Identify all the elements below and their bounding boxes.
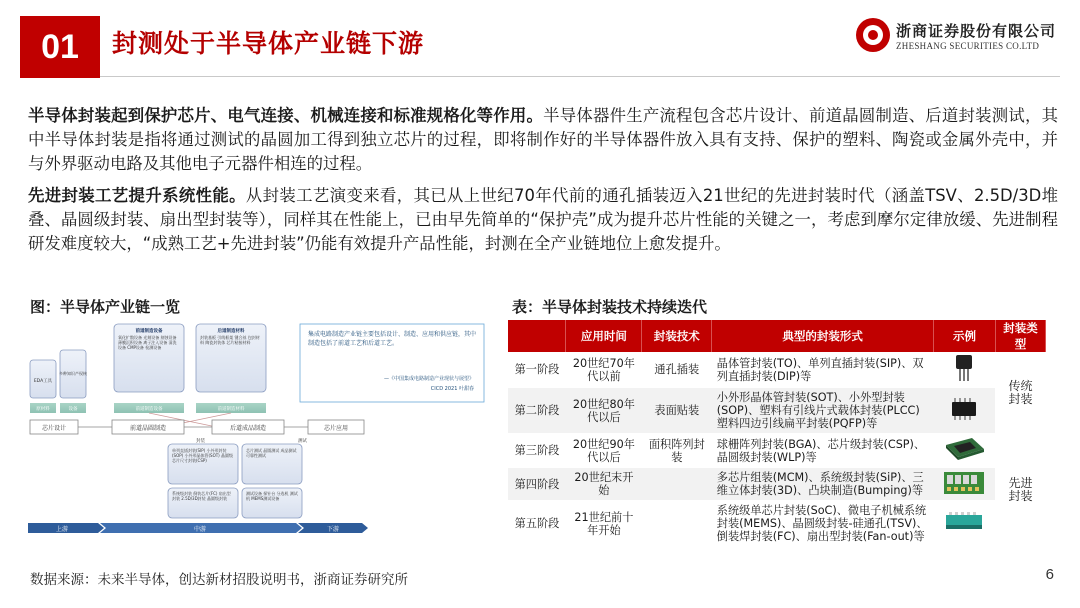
cell-tech: 通孔插装 xyxy=(654,363,700,376)
cell-tech xyxy=(642,501,712,547)
table-row xyxy=(508,501,1046,547)
box5-items: 系统级封装 倒装芯片(FC) 扇出型封装 2.5D/3D封装 晶圆级封装 xyxy=(172,491,231,502)
header-stage xyxy=(508,320,566,352)
logo-cn-text: 浙商证券股份有限公司 xyxy=(895,21,1056,40)
cell-tech: 表面贴装 xyxy=(642,388,712,434)
page-title: 封测处于半导体产业链下游 xyxy=(112,29,425,58)
cell-stage: 第三阶段 xyxy=(508,434,566,468)
test-label: 测试 xyxy=(298,439,307,444)
cell-stage: 第五阶段 xyxy=(508,501,566,547)
stage-downstream: 下游 xyxy=(326,526,340,533)
quote-source-2: CICD 2021 叶甜春 xyxy=(430,386,474,392)
diagram-quote: 集成电路制造产业链主要包括设计、制造、应用和供应链，其中制造包括了前道工艺和后道工艺。 xyxy=(308,331,477,347)
cell-stage: 第一阶段 xyxy=(514,363,560,376)
equipment-bar: 设备 xyxy=(68,407,78,412)
page-number: 6 xyxy=(1045,566,1054,583)
paragraph-packaging-role xyxy=(28,104,1058,176)
table-row xyxy=(508,388,1046,434)
stage-midstream: 中游 xyxy=(193,526,207,533)
company-logo xyxy=(856,18,1056,52)
header-forms: 典型的封装形式 xyxy=(712,320,934,352)
step-back-end: 后道成品制造 xyxy=(229,425,267,432)
table-row xyxy=(508,434,1046,468)
cell-advanced-packaging xyxy=(995,434,1045,547)
group-traditional-label: 传统封装 xyxy=(1008,378,1033,406)
quote-source: —《中国集成电路制造产业现状与展望》 xyxy=(383,376,474,382)
cell-stage: 第二阶段 xyxy=(508,388,566,434)
group-advanced-label: 先进封装 xyxy=(1008,476,1033,504)
step-front-fab: 前道晶圆制造 xyxy=(129,425,167,432)
cell-time: 21世纪前十年开始 xyxy=(566,501,642,547)
cell-traditional-packaging xyxy=(995,352,1045,434)
sip-package-icon xyxy=(943,511,985,533)
header-example: 示例 xyxy=(934,320,996,352)
cell-tech xyxy=(642,468,712,501)
front-equip-bar: 前道制造设备 xyxy=(135,407,163,412)
front-materials-bar: 前道制造材料 xyxy=(217,407,245,412)
box2-items: 封装基板 引线框架 键合丝 包封材料 陶瓷封装体 芯片粘接材料 xyxy=(200,335,260,346)
ip-label: 多种知识产权核 xyxy=(59,371,87,376)
section-number: 01 xyxy=(20,16,100,78)
paragraph-lead: 半导体封装起到保护芯片、电气连接、机械连接和标准规格化等作用。 xyxy=(28,106,544,125)
cell-time: 20世纪70年代以前 xyxy=(572,356,635,383)
header-divider xyxy=(100,76,1060,77)
step-chip-design: 芯片设计 xyxy=(41,425,67,432)
cell-time: 20世纪90年代以后 xyxy=(566,434,642,468)
box4-items: 芯片测试 晶圆测试 成品测试 可靠性测试 xyxy=(246,448,297,459)
cell-stage: 第四阶段 xyxy=(508,468,566,501)
cell-example xyxy=(934,352,996,388)
industry-chain-diagram xyxy=(28,320,488,540)
box1-title: 前道制造设备 xyxy=(135,329,163,334)
stage-upstream: 上游 xyxy=(55,526,69,533)
table-row xyxy=(508,352,1046,388)
header-tech: 封装技术 xyxy=(642,320,712,352)
box3-items: 单列直插封装(SIP) 小外形封装(SOP) 小外形晶体管(SOT) 晶圆级芯片尺寸封装(CSP) xyxy=(172,448,234,464)
packaging-tech-table xyxy=(508,320,1046,547)
cell-example xyxy=(934,501,996,547)
box1-items: 氧化扩散设备 光刻设备 刻蚀设备 薄膜沉积设备 离子注入设备 清洗设备 CMP设备 检测设备 xyxy=(118,335,177,351)
header-time: 应用时间 xyxy=(566,320,642,352)
cell-forms: 球栅阵列封装(BGA)、芯片级封装(CSP)、晶圆级封装(WLP)等 xyxy=(712,434,934,468)
bga-package-icon xyxy=(942,435,986,463)
sop-package-icon xyxy=(947,397,981,421)
cell-example xyxy=(934,468,996,501)
paragraph-body: 从封装工艺演变来看，其已从上世纪70年代前的通孔插装迈入21世纪的先进封装时代（涵盖TSV、2.5D/3D堆叠、晶圆级封装、扇出型封装等），同样其在性能上，已由早先简单的“保护壳”成为提升芯片性能的关键之一，考虑到摩尔定律放缓、先进制程研发难度较大，“成熟工艺+先进封装”仍能有效提升产品性能，封测在全产业链地位上愈发提升。 xyxy=(28,186,1058,253)
cell-example xyxy=(934,388,996,434)
cell-time: 20世纪80年代以后 xyxy=(566,388,642,434)
mcm-package-icon xyxy=(942,470,986,496)
step-application: 芯片应用 xyxy=(323,425,349,432)
eda-label: EDA工具 xyxy=(33,379,53,384)
logo-mark-icon xyxy=(856,18,890,52)
figure-caption: 图：半导体产业链一览 xyxy=(30,298,181,316)
cell-forms: 晶体管封装(TO)、单列直插封装(SIP)、双列直插封装(DIP)等 xyxy=(716,356,924,383)
paragraph-lead: 先进封装工艺提升系统性能。 xyxy=(28,186,246,205)
logo-en-text: ZHESHANG SECURITIES CO.LTD xyxy=(895,40,1040,51)
box6-items: 测试设备 探针台 分选机 测试机 MEMS测试设备 xyxy=(246,491,298,502)
data-source: 数据来源：未来半导体，创达新材招股说明书，浙商证券研究所 xyxy=(30,572,408,588)
cell-forms: 小外形晶体管封装(SOT)、小外型封装(SOP)、塑料有引线片式载体封装(PLCC)塑料四边引线扁平封装(PQFP)等 xyxy=(712,388,934,434)
materials-bar: 原材料 xyxy=(36,407,50,412)
paragraph-body: 半导体器件生产流程包含芯片设计、前道晶圆制造、后道封装测试，其中半导体封装是指将通过测试的晶圆加工得到独立芯片的过程，即将制作好的半导体器件放入具有支持、保护的塑料、陶瓷或金属外壳中，并与外界驱动电路及其他电子元器件相连的过程。 xyxy=(28,106,1059,173)
pack-label: 封装 xyxy=(196,439,205,444)
table-row xyxy=(508,468,1046,501)
box2-title: 后道制造材料 xyxy=(217,329,245,334)
to-package-icon xyxy=(950,353,978,383)
table-caption: 表：半导体封装技术持续迭代 xyxy=(512,298,708,316)
cell-forms: 系统级单芯片封装(SoC)、微电子机械系统封装(MEMS)、晶圆级封装-硅通孔(TSV)、倒装焊封装(FC)、扇出型封装(Fan-out)等 xyxy=(712,501,934,547)
paragraph-advanced-packaging xyxy=(28,184,1058,256)
cell-tech: 面积阵列封装 xyxy=(642,434,712,468)
body-text xyxy=(28,104,1058,264)
header-type: 封装类型 xyxy=(995,320,1045,352)
table-header-row xyxy=(508,320,1046,352)
cell-time: 20世纪末开始 xyxy=(566,468,642,501)
cell-example xyxy=(934,434,996,468)
cell-forms: 多芯片组装(MCM)、系统级封装(SiP)、三维立体封装(3D)、凸块制造(Bumping)等 xyxy=(712,468,934,501)
